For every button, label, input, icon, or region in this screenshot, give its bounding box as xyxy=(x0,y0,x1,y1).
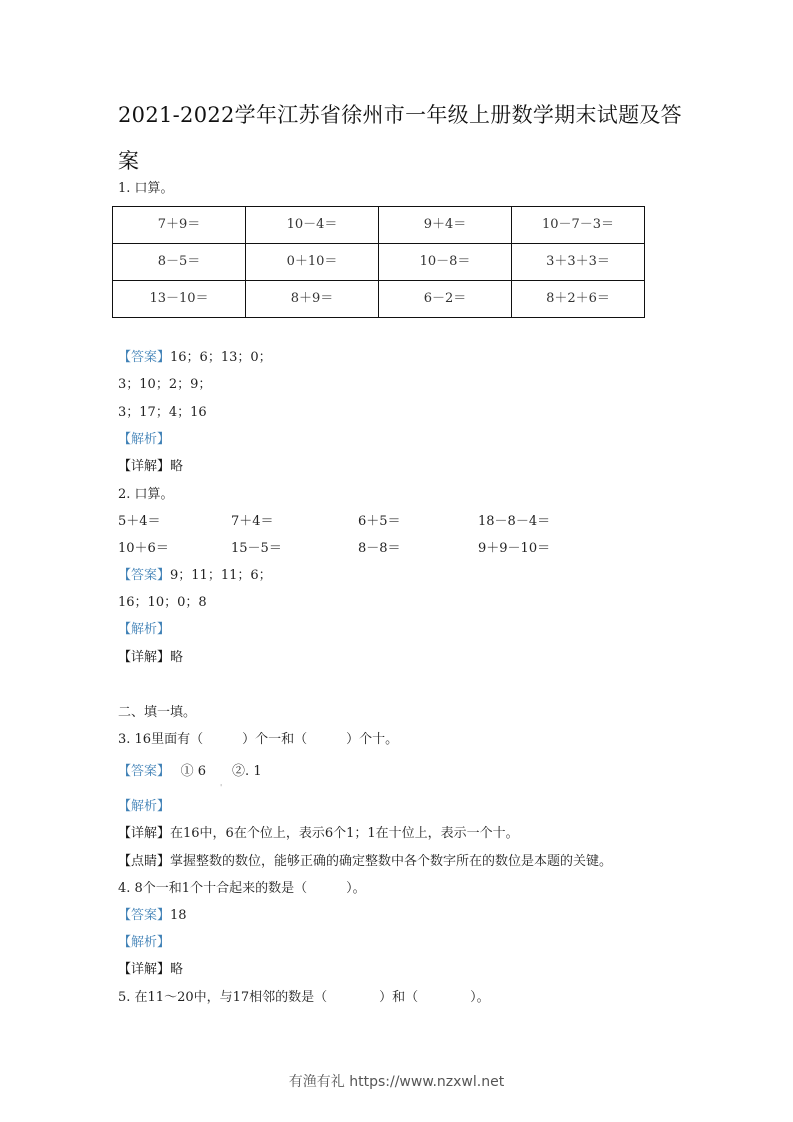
expression: 7＋4＝ xyxy=(231,514,274,529)
q1-analysis-label: 【解析】 xyxy=(118,432,171,447)
title-line-1: 2021-2022学年江苏省徐州市一年级上册数学期末试题及答 xyxy=(118,103,682,127)
q2-detail xyxy=(118,649,183,667)
table-cell: 0＋10＝ xyxy=(246,244,379,281)
q1-answer xyxy=(118,349,272,367)
table-row xyxy=(113,207,645,244)
table-cell: 10－4＝ xyxy=(246,207,379,244)
table-cell: 6－2＝ xyxy=(379,281,512,318)
q1-calc-table xyxy=(112,206,645,318)
q3-point xyxy=(118,853,612,871)
table-row xyxy=(113,281,645,318)
q3-question: 3. 16里面有（ ）个一和（ ）个十。 xyxy=(118,732,399,747)
q1-answer-line-3: 3；17；4；16 xyxy=(118,405,207,420)
q1-detail xyxy=(118,458,183,476)
q3-detail xyxy=(118,825,519,843)
answer-text: 9；11；11；6； xyxy=(170,568,272,583)
answer-text: 18 xyxy=(170,908,187,923)
table-cell: 10－7－3＝ xyxy=(512,207,645,244)
q4-question: 4. 8个一和1个十合起来的数是（ ）。 xyxy=(118,881,366,896)
detail-label: 【详解】 xyxy=(118,826,171,841)
title-line-2: 案 xyxy=(118,149,140,173)
answer-label: 【答案】 xyxy=(118,568,171,583)
page-title xyxy=(118,92,698,184)
expression: 15－5＝ xyxy=(231,541,282,556)
answer-text: ① 6 ②. 1 xyxy=(163,764,262,779)
detail-label: 【详解】 xyxy=(118,962,171,977)
q3-answer xyxy=(118,763,262,781)
table-cell: 8＋9＝ xyxy=(246,281,379,318)
answer-label: 【答案】 xyxy=(118,908,171,923)
answer-text: 16；6；13；0； xyxy=(170,350,272,365)
stray-mark: ' xyxy=(220,783,223,792)
expression: 10＋6＝ xyxy=(118,541,169,556)
q5-question: 5. 在11～20中，与17相邻的数是（ ）和（ ）。 xyxy=(118,990,490,1005)
detail-label: 【详解】 xyxy=(118,459,171,474)
detail-text: 略 xyxy=(170,650,184,665)
detail-label: 【详解】 xyxy=(118,650,171,665)
detail-text: 在16中，6在个位上，表示6个1；1在十位上，表示一个十。 xyxy=(170,826,519,841)
table-cell: 3＋3＋3＝ xyxy=(512,244,645,281)
section-heading: 二、填一填。 xyxy=(118,705,197,720)
q2-analysis-label: 【解析】 xyxy=(118,622,171,637)
detail-text: 略 xyxy=(170,962,184,977)
table-cell: 9＋4＝ xyxy=(379,207,512,244)
expression: 8－8＝ xyxy=(358,541,401,556)
q3-analysis-label: 【解析】 xyxy=(118,799,171,814)
q4-analysis-label: 【解析】 xyxy=(118,935,171,950)
answer-label: 【答案】 xyxy=(118,350,171,365)
table-cell: 8－5＝ xyxy=(113,244,246,281)
expression: 9＋9－10＝ xyxy=(478,541,551,556)
q2-answer xyxy=(118,567,272,585)
q4-detail xyxy=(118,961,183,979)
expression: 5＋4＝ xyxy=(118,514,161,529)
q1-heading: 1. 口算。 xyxy=(118,181,174,196)
point-text: 掌握整数的数位，能够正确的确定整数中各个数字所在的数位是本题的关键。 xyxy=(170,854,613,869)
answer-label: 【答案】 xyxy=(118,764,164,779)
footer-watermark: 有渔有礼 https://www.nzxwl.net xyxy=(288,1074,505,1090)
q2-answer-line-2: 16；10；0；8 xyxy=(118,595,207,610)
q4-answer xyxy=(118,907,187,925)
q1-answer-line-2: 3；10；2；9； xyxy=(118,377,212,392)
expression: 18－8－4＝ xyxy=(478,514,551,529)
expression: 6＋5＝ xyxy=(358,514,401,529)
table-cell: 10－8＝ xyxy=(379,244,512,281)
table-cell: 13－10＝ xyxy=(113,281,246,318)
table-cell: 8＋2＋6＝ xyxy=(512,281,645,318)
detail-text: 略 xyxy=(170,459,184,474)
q2-heading: 2. 口算。 xyxy=(118,487,174,502)
table-row xyxy=(113,244,645,281)
table-cell: 7＋9＝ xyxy=(113,207,246,244)
point-label: 【点睛】 xyxy=(118,854,171,869)
